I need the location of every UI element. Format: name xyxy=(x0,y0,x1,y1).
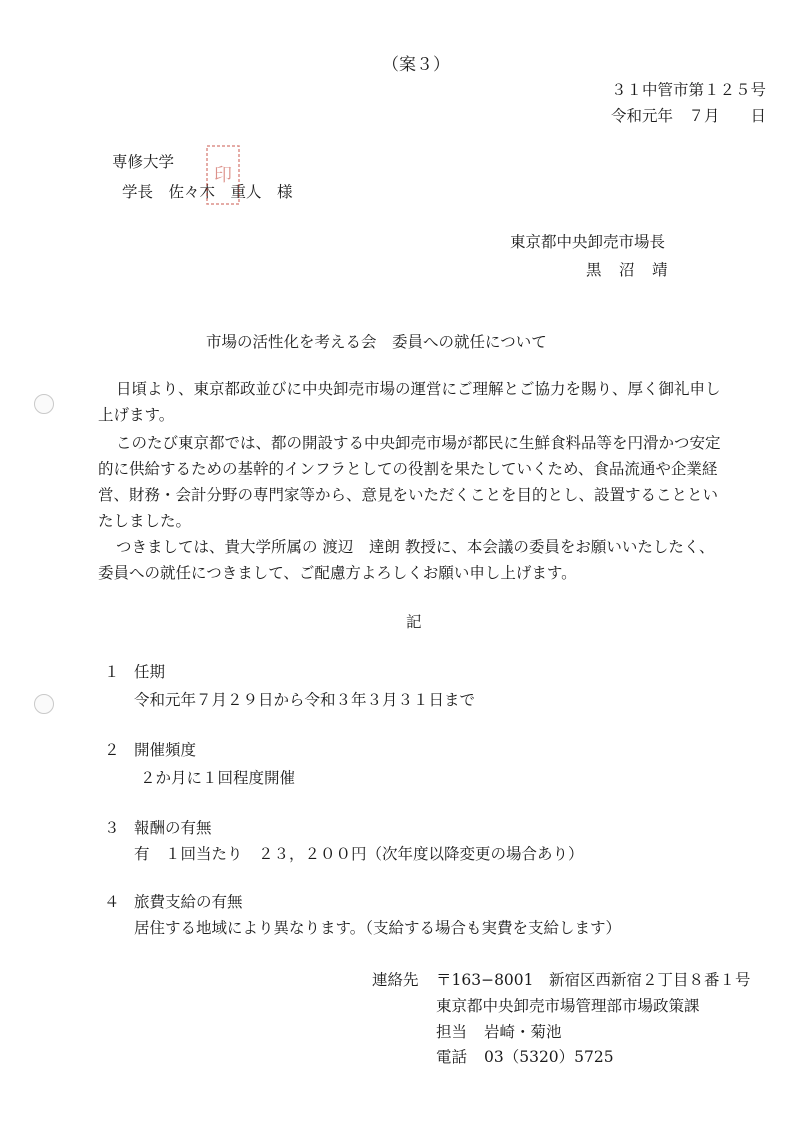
ki-heading: 記 xyxy=(406,613,422,631)
recipient-name: 学長 佐々木 重人 様 xyxy=(122,183,293,201)
draft-label: （案３） xyxy=(382,55,450,75)
item-1-detail: 令和元年７月２９日から令和３年３月３１日まで xyxy=(134,691,476,709)
contact-tel-label: 電話 xyxy=(436,1048,468,1066)
item-4-detail: 居住する地域により異なります。（支給する場合も実費を支給します） xyxy=(134,919,622,937)
item-3-title: 報酬の有無 xyxy=(134,819,212,837)
body-paragraph-2 xyxy=(98,430,721,534)
item-4-number: ４ xyxy=(104,893,120,911)
document-number: ３１中管市第１２５号 xyxy=(610,81,766,99)
seal-stamp-text: 印 xyxy=(214,165,232,186)
item-1-title: 任期 xyxy=(134,663,166,681)
seal-stamp-icon xyxy=(204,143,242,207)
item-3-detail: 有 １回当たり ２３，２００円（次年度以降変更の場合あり） xyxy=(134,845,584,863)
punch-hole-top xyxy=(34,394,54,414)
item-2-number: ２ xyxy=(104,741,120,759)
contact-label: 連絡先 xyxy=(372,971,419,989)
contact-address: 〒163−8001 新宿区西新宿２丁目８番１号 xyxy=(436,971,751,989)
contact-tel: 03（5320）5725 xyxy=(484,1048,614,1066)
contact-staff: 岩崎・菊池 xyxy=(484,1023,562,1041)
item-3-number: ３ xyxy=(104,819,120,837)
body-line: このたび東京都では、都の開設する中央卸売市場が都民に生鮮食料品等を円滑かつ安定 xyxy=(116,434,721,452)
sender-organization: 東京都中央卸売市場長 xyxy=(510,233,666,251)
sender-name: 黒 沼 靖 xyxy=(586,261,669,279)
subject-title: 市場の活性化を考える会 委員への就任について xyxy=(206,333,547,351)
body-line: 営、財務・会計分野の専門家等から、意見をいただくことを目的とし、設置することとい xyxy=(98,486,719,504)
item-1-number: １ xyxy=(104,663,120,681)
body-line: 日頃より、東京都政並びに中央卸売市場の運営にご理解とご協力を賜り、厚く御礼申し xyxy=(116,380,721,398)
body-paragraph-1 xyxy=(98,376,721,428)
contact-department: 東京都中央卸売市場管理部市場政策課 xyxy=(436,997,700,1015)
item-2-title: 開催頻度 xyxy=(134,741,197,759)
body-line: たしました。 xyxy=(98,512,192,530)
body-line: 上げます。 xyxy=(98,406,175,424)
body-line: つきましては、貴大学所属の 渡辺 達朗 教授に、本会議の委員をお願いいたしたく、 xyxy=(116,538,715,556)
body-line: 委員への就任につきまして、ご配慮方よろしくお願い申し上げます。 xyxy=(98,564,577,582)
item-2-detail: ２か月に１回程度開催 xyxy=(140,769,296,787)
item-4-title: 旅費支給の有無 xyxy=(134,893,243,911)
punch-hole-bottom xyxy=(34,694,54,714)
document-date: 令和元年 ７月 日 xyxy=(610,107,766,125)
body-paragraph-3 xyxy=(98,534,715,586)
contact-staff-label: 担当 xyxy=(436,1023,468,1041)
body-line: 的に供給するための基幹的インフラとしての役割を果たしていくため、食品流通や企業経 xyxy=(98,460,718,478)
recipient-organization: 専修大学 xyxy=(112,153,175,171)
